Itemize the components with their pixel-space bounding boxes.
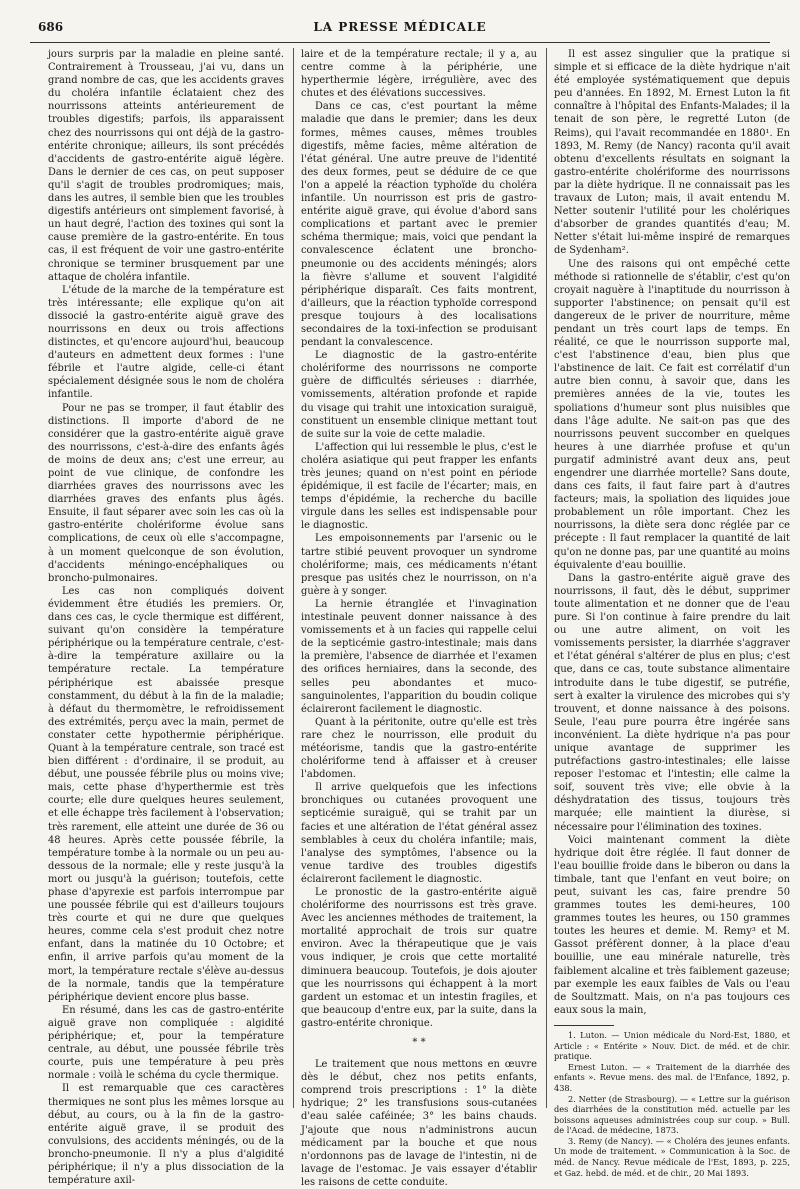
paragraph: L'étude de la marche de la température est très intéressante; elle explique qu'on ait dissocié la gastro-entérite aiguë grave des nourrissons en deux ou trois affections distinctes, et qu'encore aujourd'hui, beaucoup d'auteurs en admettent deux formes : l'une fébrile et l'autre algide, celle-ci étant spécialement désignée sous le nom de choléra infantile. — [48, 284, 284, 401]
paragraph: Dans ce cas, c'est pourtant la même maladie que dans le premier; dans les deux formes, mêmes causes, mêmes troubles digestifs, même facies, même altération de l'état général. Une autre preuve de l'identité des deux formes, peut se déduire de ce que l'on a appelé la réaction typhoïde du choléra infantile. Un nourrisson est pris de gastro-entérite aiguë grave, qui évolue d'abord sans complications et partant avec le premier schéma thermique; mais, voici que pendant la convalescence éclatent une broncho-pneumonie ou des accidents méningés; alors la fièvre s'allume et souvent l'algidité périphérique disparaît. Ces faits montrent, d'ailleurs, que la réaction typhoïde correspond presque toujours à des localisations secondaires de la toxi-infection se produisant pendant la convalescence. — [301, 101, 537, 349]
paragraph: Quant à la péritonite, outre qu'elle est très rare chez le nourrisson, elle produit du météorisme, tandis que la gastro-entérite cholériforme tend à affaisser et à creuser l'abdomen. — [301, 716, 537, 781]
column-divider — [546, 48, 547, 1108]
footnote: 2. Netter (de Strasbourg). — « Lettre sur la guérison des diarrhées de la constitution méd. actuelle par les boissons aqueuses administrées coup sur coup. » Bull. de l'Acad. de médecine, 1873. — [554, 1093, 790, 1136]
column-3 — [554, 48, 790, 1178]
footnote: Ernest Luton. — « Traitement de la diarrhée des enfants ». Revue mens. des mal. de l'Enfance, 1892, p. 438. — [554, 1061, 790, 1093]
column-divider — [293, 48, 294, 1108]
paragraph: Le pronostic de la gastro-entérite aiguë cholériforme des nourrissons est très grave. Avec les anciennes méthodes de traitement, la mortalité approchait de trois sur quatre environ. Avec la thérapeutique que je vais vous indiquer, je crois que cette mortalité diminuera beaucoup. Toutefois, je dois ajouter que les nourrissons qui échappent à la mort gardent un estomac et un intestin fragiles, et que beaucoup d'entre eux, par la suite, dans la gastro-entérite chronique. — [301, 887, 537, 1029]
paragraph: Il arrive quelquefois que les infections bronchiques ou cutanées provoquent une septicémie suraiguë, qui se trahit par un facies et une altération de l'état général assez semblables à ceux du choléra infantile; mais, l'analyse des symptômes, l'absence ou la venue tardive des troubles digestifs éclaireront facilement le diagnostic. — [301, 782, 537, 885]
running-header — [30, 18, 770, 43]
footnote-rule — [554, 1025, 614, 1026]
section-asterism: * * — [412, 1037, 426, 1049]
paragraph: L'affection qui lui ressemble le plus, c'est le choléra asiatique qui peut frapper les enfants très jeunes; quand on n'est point en période épidémique, il est facile de l'écarter; mais, en temps d'épidémie, la recherche du bacille virgule dans les selles est indispensable pour le diagnostic. — [301, 441, 537, 532]
paragraph: Les cas non compliqués doivent évidemment être étudiés les premiers. Or, dans ces cas, le cycle thermique est différent, suivant qu'on considère la température périphérique ou la température centrale, c'est-à-dire la température axillaire ou la température rectale. La température périphérique est abaissée presque constamment, du début à la fin de la maladie; à défaut du thermomètre, le refroidissement des extrémités, perçu avec la main, permet de constater cette hypothermie périphérique. Quant à la température centrale, son tracé est bien différent : d'ordinaire, il se produit, au début, une poussée fébrile plus ou moins vive; mais, cette phase d'hyperthermie est très courte; elle dure quelques heures seulement, et elle échappe très facilement à l'observation; très rarement, elle atteint une durée de 36 ou 48 heures. Après cette poussée fébrile, la température tombe à la normale ou un peu au-dessous de la normale; elle y reste jusqu'à la mort ou jusqu'à la guérison; toutefois, cette phase d'apyrexie est parfois interrompue par une poussée fébrile qui est d'ailleurs toujours très courte et qui ne dure que quelques heures, comme cela s'est produit chez notre enfant, dans la matinée du 10 Octobre; et enfin, il arrive parfois qu'au moment de la mort, la température rectale s'élève au-dessus de la normale, tandis que la température périphérique devient encore plus basse. — [48, 585, 284, 1003]
paragraph: Le traitement que nous mettons en œuvre dès le début, chez nos petits enfants, comprend trois prescriptions : 1° la diète hydrique; 2° les transfusions sous-cutanées d'eau salée caféinée; 3° les bains chauds. J'ajoute que nous n'administrons aucun médicament par la bouche et que nous n'ordonnons pas de lavage de l'intestin, ni de lavage de l'estomac. Je vais essayer d'établir les raisons de cette conduite. — [301, 1059, 537, 1188]
journal-title: LA PRESSE MÉDICALE — [313, 20, 487, 34]
paragraph: Le diagnostic de la gastro-entérite cholériforme des nourrissons ne comporte guère de difficultés sérieuses : diarrhée, vomissements, altération profonde et rapide du visage qui trahit une intoxication suraiguë, constituent un ensemble clinique mettant tout de suite sur la voie de cette maladie. — [301, 350, 537, 440]
paragraph: laire et de la température rectale; il y a, au centre comme à la périphérie, une hyperthermie légère, irrégulière, avec des chutes et des élévations successives. — [301, 49, 537, 100]
footnote: 1. Luton. — Union médicale du Nord-Est, 1880, et Article : « Entérite » Nouv. Dict. de méd. et de chir. pratique. — [554, 1029, 790, 1062]
paragraph: Il est assez singulier que la pratique si simple et si efficace de la diète hydrique n'ait été employée systématiquement que depuis peu d'années. En 1892, M. Ernest Luton la fit connaître à l'hôpital des Enfants-Malades; il la tenait de son père, le regretté Luton (de Reims), qui l'avait recommandée en 1880¹. En 1893, M. Remy (de Nancy) raconta qu'il avait obtenu d'excellents résultats en soignant la gastro-entérite cholériforme des nourrissons par la diète hydrique. Il ne connaissait pas les travaux de Luton; mais, il avait entendu M. Netter soutenir l'utilité pour les cholériques d'absorber de grandes quantités d'eau; M. Netter s'était lui-même inspiré de remarques de Sydenham². — [554, 49, 790, 257]
paragraph: Une des raisons qui ont empêché cette méthode si rationnelle de s'établir, c'est qu'on croyait naguère à l'inaptitude du nourrisson à supporter l'abstinence; on pensait qu'il est dangereux de le priver de nourriture, même pendant un très court laps de temps. En réalité, ce que le nourrisson supporte mal, c'est l'abstinence d'eau, bien plus que l'abstinence de lait. Ce fait est corrélatif d'un autre bien connu, à savoir que, dans les premières années de la vie, toutes les spoliations d'humeur sont plus nuisibles que dans l'âge adulte. Ne sait-on pas que des nourrissons peuvent succomber en quelques heures à une diarrhée profuse et qu'un purgatif administré avant deux ans, peut engendrer une diarrhée mortelle? Sans doute, dans ces faits, il faut faire part à d'autres facteurs; mais, la spoliation des liquides joue probablement un rôle important. Chez les nourrissons, la diète sera donc réglée par ce précepte : Il faut remplacer la quantité de lait qu'on ne donne pas, par une quantité au moins équivalente d'eau bouillie. — [554, 258, 790, 571]
column-2 — [301, 48, 537, 1188]
paragraph: Voici maintenant comment la diète hydrique doit être réglée. Il faut donner de l'eau bouillie froide dans le biberon ou dans la timbale, tant que l'enfant en veut boire; on peut, suivant les cas, faire prendre 50 grammes toutes les demi-heures, 100 grammes toutes les heures, ou 150 grammes toutes les heures et demie. M. Remy³ et M. Gassot préfèrent donner, à la place d'eau bouillie, une eau minérale naturelle, très faiblement alcaline et très faiblement gazeuse; par exemple les eaux faibles de Vals ou l'eau de Soultzmatt. Mais, on n'a pas toujours ces eaux sous la main, — [554, 834, 790, 1016]
paragraph: Pour ne pas se tromper, il faut établir des distinctions. Il importe d'abord de ne considérer que la gastro-entérite aiguë grave des nourrissons, c'est-à-dire des enfants âgés de moins de deux ans; c'est une erreur, au point de vue clinique, de confondre les diarrhées graves des nourrissons avec les diarrhées graves des enfants plus âgés. Ensuite, il faut séparer avec soin les cas où la gastro-entérite cholériforme évolue sans complications, de ceux où elle s'accompagne, à un moment quelconque de son évolution, d'accidents méningo-encéphaliques ou broncho-pulmonaires. — [48, 402, 284, 584]
paragraph: Les empoisonnements par l'arsenic ou le tartre stibié peuvent provoquer un syndrome cholériforme; mais, ces médicaments n'étant presque pas usités chez le nourrisson, on n'a guère à y songer. — [301, 533, 537, 597]
paragraph: Il est remarquable que ces caractères thermiques ne sont plus les mêmes lorsque au début, au cours, ou à la fin de la gastro-entérite aiguë grave, il se produit des convulsions, des accidents méningés, ou de la broncho-pneumonie. Il n'y a plus d'algidité périphérique; il n'y a plus dissociation de la température axil- — [48, 1083, 284, 1187]
paragraph: Dans la gastro-entérite aiguë grave des nourrissons, il faut, dès le début, supprimer toute alimentation et ne donner que de l'eau pure. Si l'on continue à faire prendre du lait ou une autre aliment, on voit les vomissements persister, la diarrhée s'aggraver et l'état général s'altérer de plus en plus; c'est que, dans ce cas, toute substance alimentaire introduite dans le tube digestif, se putréfie, sert à exalter la virulence des microbes qui s'y trouvent, et donne naissance à des poisons. Seule, l'eau pure pourra être ingérée sans inconvénient. La diète hydrique n'a pas pour unique avantage de supprimer les putréfactions gastro-intestinales; elle laisse reposer l'estomac et l'intestin; elle calme la soif, souvent très vive; elle obvie à la déshydratation des tissus, toujours très marquée; elle maintient la diurèse, si nécessaire pour l'élimination des toxines. — [554, 572, 790, 833]
footnote: 3. Remy (de Nancy). — « Choléra des jeunes enfants. Un mode de traitement. » Communication à la Soc. de méd. de Nancy. Revue médicale de l'Est, 1893, p. 225, et Gaz. hebd. de méd. et de chir., 20 Mai 1893. — [554, 1135, 790, 1178]
paragraph: La hernie étranglée et l'invagination intestinale peuvent donner naissance à des vomissements et à un facies qui rappelle celui de la septicémie gastro-intestinale; mais dans la première, l'absence de diarrhée et l'examen des orifices herniaires, dans la seconde, des selles peu abondantes et muco-sanguinolentes, l'apparition du boudin colique éclaireront facilement le diagnostic. — [301, 598, 537, 715]
page-number: 686 — [38, 20, 64, 34]
column-1 — [48, 48, 284, 1187]
paragraph: En résumé, dans les cas de gastro-entérite aiguë grave non compliquée : algidité périphérique; et, pour la température centrale, au début, une poussée fébrile très courte, puis une température à peu près normale : voilà le schéma du cycle thermique. — [48, 1004, 284, 1082]
paragraph: jours surpris par la maladie en pleine santé. Contrairement à Trousseau, j'ai vu, dans un grand nombre de cas, que les accidents graves du choléra infantile éclataient chez des nourrissons atteints antérieurement de troubles digestifs; parfois, ils apparaissent chez des nourrissons qui ont déjà de la gastro-entérite chronique; ailleurs, ils sont précédés d'accidents de gastro-entérite aiguë légère. Dans le dernier de ces cas, on peut supposer qu'il s'agit de troubles prodromiques; mais, dans les autres, il semble bien que les troubles digestifs antérieurs ont simplement favorisé, à un haut degré, l'action des toxines qui sont la cause première de la gastro-entérite. En tous cas, il est fréquent de voir une gastro-entérite chronique se terminer brusquement par une attaque de choléra infantile. — [48, 49, 284, 283]
